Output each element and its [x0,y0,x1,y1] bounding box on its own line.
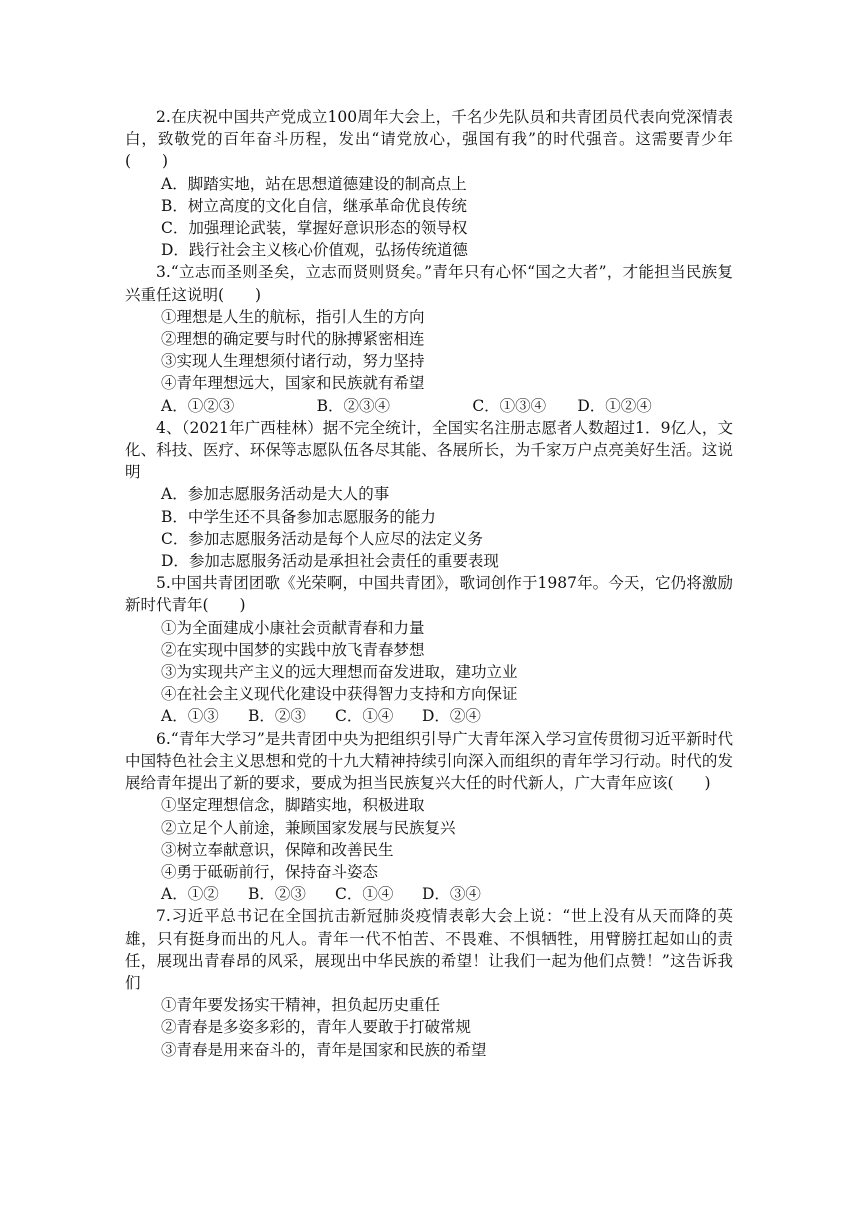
statement-1: ①理想是人生的航标，指引人生的方向 [161,307,425,326]
question-4 [125,417,733,572]
question-list [125,106,733,1061]
question-stem: 6.“青年大学习”是共青团中央为把组织引导广大青年深入学习宣传贯彻习近平新时代中国特色社会主义思想和党的十九大精神持续引向深入而组织的青年学习行动。时代的发展给青年提出了新的要求，要成为担当民族复兴大任的时代新人，广大青年应该( ) [125,729,733,793]
statement-3: ③树立奉献意识，保障和改善民生 [161,840,394,859]
choice-c: C．①④ [335,707,394,726]
answer-choices [125,395,733,417]
choice-c: C．①③④ [472,396,547,415]
answer-choices [125,883,733,905]
choice-d: D．②④ [422,707,481,726]
option-c: C．加强理论武装，掌握好意识形态的领导权 [161,219,468,238]
question-stem: 2.在庆祝中国共产党成立100周年大会上，千名少先队员和共青团员代表向党深情表白，致敬党的百年奋斗历程，发出“请党放心，强国有我”的时代强音。这需要青少年( ) [125,108,733,171]
option-a: A．脚踏实地，站在思想道德建设的制高点上 [161,174,467,193]
choice-b: B．②③④ [316,396,391,415]
question-7 [125,905,733,1060]
question-2 [125,106,733,261]
question-3 [125,261,733,416]
choice-d: D．③④ [422,885,481,904]
option-a: A．参加志愿服务活动是大人的事 [161,485,390,504]
question-stem: 7.习近平总书记在全国抗击新冠肺炎疫情表彰大会上说：“世上没有从天而降的英雄，只有挺身而出的凡人。青年一代不怕苦、不畏难、不惧牺牲，用臂膀扛起如山的责任，展现出青春昂的风采，展现出中华民族的希望！让我们一起为他们点赞！”这告诉我们 [125,907,733,992]
question-stem: 3.“立志而圣则圣矣，立志而贤则贤矣。”青年只有心怀“国之大者”，才能担当民族复兴重任这说明( ) [125,263,733,304]
choice-a: A．①②③ [161,396,235,415]
choice-a: A．①② [161,885,219,904]
question-6 [125,728,733,906]
statement-1: ①青年要发扬实干精神，担负起历史重任 [161,996,441,1015]
statement-2: ②青春是多姿多彩的，青年人要敢于打破常规 [161,1018,472,1037]
option-d: D．参加志愿服务活动是承担社会责任的重要表现 [161,552,499,571]
answer-choices [125,705,733,727]
question-5 [125,572,733,727]
choice-b: B．②③ [248,885,306,904]
option-d: D．践行社会主义核心价值观，弘扬传统道德 [161,241,468,260]
statement-4: ④青年理想远大，国家和民族就有希望 [161,374,425,393]
question-stem: 5.中国共青团团歌《光荣啊，中国共青团》，歌词创作于1987年。今天，它仍将激励新时代青年( ) [125,574,733,615]
statement-3: ③实现人生理想须付诸行动，努力坚持 [161,352,425,371]
choice-b: B．②③ [248,707,306,726]
statement-2: ②立足个人前途，兼顾国家发展与民族复兴 [161,818,456,837]
option-b: B．中学生还不具备参加志愿服务的能力 [161,507,436,526]
choice-d: D．①②④ [577,396,652,415]
question-stem: 4、（2021年广西桂林）据不完全统计，全国实名注册志愿者人数超过1．9亿人，文化、科技、医疗、环保等志愿队伍各尽其能、各展所长，为千家万户点亮美好生活。这说明 [125,418,733,482]
statement-2: ②在实现中国梦的实践中放飞青春梦想 [161,640,425,659]
choice-c: C．①④ [335,885,394,904]
statement-2: ②理想的确定要与时代的脉搏紧密相连 [161,330,425,349]
statement-1: ①坚定理想信念，脚踏实地，积极进取 [161,796,425,815]
statement-4: ④在社会主义现代化建设中获得智力支持和方向保证 [161,685,518,704]
option-b: B．树立高度的文化自信，继承革命优良传统 [161,196,467,215]
statement-4: ④勇于砥砺前行，保持奋斗姿态 [161,862,379,881]
option-c: C．参加志愿服务活动是每个人应尽的法定义务 [161,529,483,548]
choice-a: A．①③ [161,707,219,726]
statement-1: ①为全面建成小康社会贡献青春和力量 [161,618,425,637]
statement-3: ③为实现共产主义的远大理想而奋发进取，建功立业 [161,663,518,682]
statement-3: ③青春是用来奋斗的，青年是国家和民族的希望 [161,1040,487,1059]
